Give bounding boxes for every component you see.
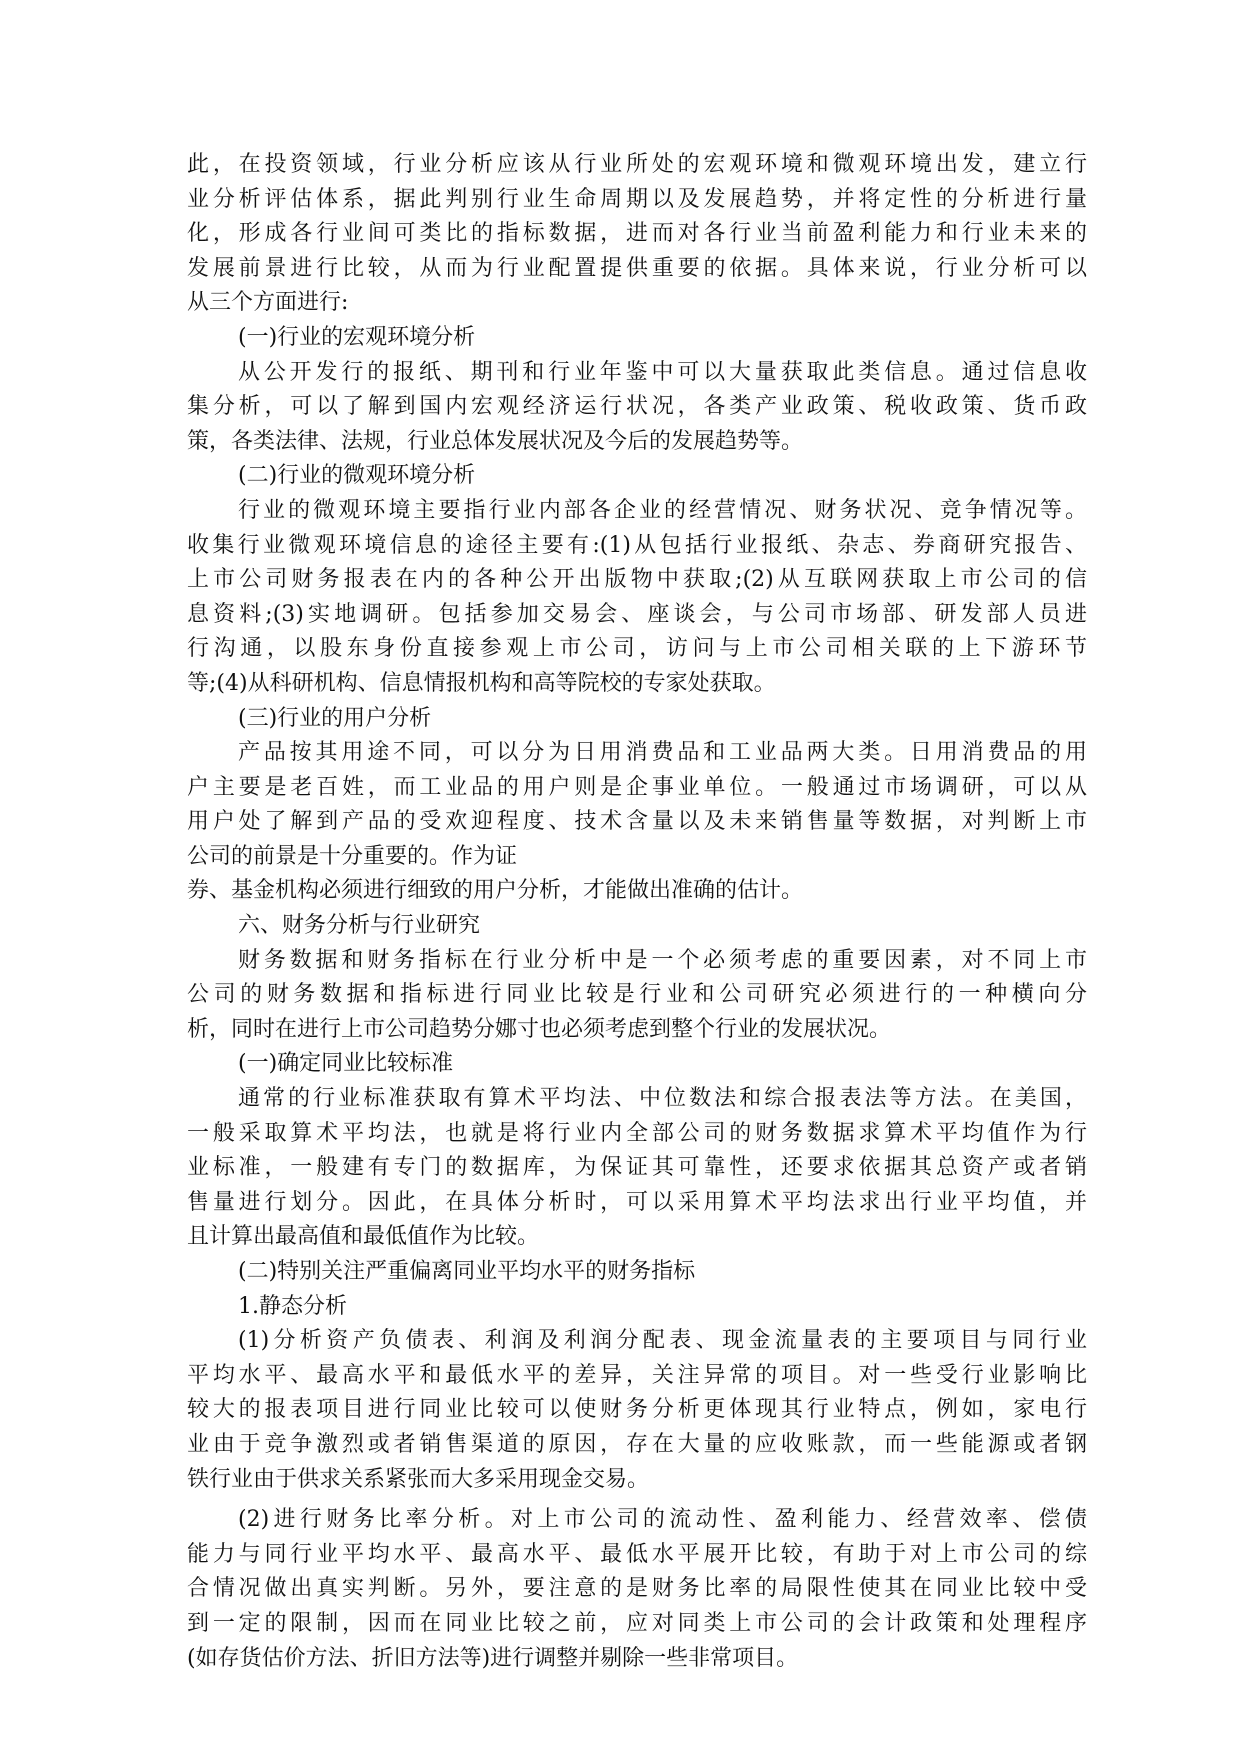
text-line: 策，各类法律、法规，行业总体发展状况及今后的发展趋势等。: [187, 428, 804, 454]
text-line: 等;(4)从科研机构、信息情报机构和高等院校的专家处获取。: [187, 670, 776, 696]
section-heading: (二)行业的微观环境分析: [238, 463, 476, 489]
text-line: 能力与同行业平均水平、最高水平、最低水平展开比较，有助于对上市公司的综: [187, 1541, 1087, 1567]
text-line: 化，形成各行业间可类比的指标数据，进而对各行业当前盈利能力和行业未来的: [187, 221, 1087, 247]
text-line: 行业的微观环境主要指行业内部各企业的经营情况、财务状况、竞争情况等。: [238, 497, 1087, 523]
section-heading: (二)特别关注严重偏离同业平均水平的财务指标: [238, 1259, 696, 1284]
text-line: 用户处了解到产品的受欢迎程度、技术含量以及未来销售量等数据，对判断上市: [187, 809, 1087, 835]
text-line: 上市公司财务报表在内的各种公开出版物中获取;(2)从互联网获取上市公司的信: [187, 567, 1087, 593]
text-line: 业标准，一般建有专门的数据库，为保证其可靠性，还要求依据其总资产或者销: [187, 1155, 1087, 1181]
text-line: 铁行业由于供求关系紧张而大多采用现金交易。: [187, 1466, 650, 1492]
text-line: 合情况做出真实判断。另外，要注意的是财务比率的局限性使其在同业比较中受: [187, 1576, 1087, 1602]
text-line: 较大的报表项目进行同业比较可以使财务分析更体现其行业特点，例如，家电行: [187, 1397, 1087, 1423]
text-line: 业由于竞争激烈或者销售渠道的原因，存在大量的应收账款，而一些能源或者钢: [187, 1431, 1087, 1457]
text-line: 且计算出最高值和最低值作为比较。: [187, 1224, 540, 1250]
text-line: 从公开发行的报纸、期刊和行业年鉴中可以大量获取此类信息。通过信息收: [238, 359, 1087, 385]
section-heading: 1.静态分析: [238, 1293, 347, 1319]
text-line: 平均水平、最高水平和最低水平的差异，关注异常的项目。对一些受行业影响比: [187, 1362, 1087, 1388]
text-line: 公司的前景是十分重要的。作为证: [187, 843, 518, 869]
section-heading: (三)行业的用户分析: [238, 705, 432, 731]
text-line: 发展前景进行比较，从而为行业配置提供重要的依据。具体来说，行业分析可以: [187, 255, 1087, 281]
text-line: 财务数据和财务指标在行业分析中是一个必须考虑的重要因素，对不同上市: [238, 947, 1087, 973]
text-line: 集分析，可以了解到国内宏观经济运行状况，各类产业政策、税收政策、货币政: [187, 394, 1087, 420]
text-line: 到一定的限制，因而在同业比较之前，应对同类上市公司的会计政策和处理程序: [187, 1610, 1087, 1636]
section-heading: 六、财务分析与行业研究: [238, 913, 481, 939]
text-line: 此，在投资领域，行业分析应该从行业所处的宏观环境和微观环境出发，建立行: [187, 152, 1087, 177]
text-line: 业分析评估体系，据此判别行业生命周期以及发展趋势，并将定性的分析进行量: [187, 186, 1087, 212]
section-heading: (一)行业的宏观环境分析: [238, 324, 476, 350]
text-line: (2)进行财务比率分析。对上市公司的流动性、盈利能力、经营效率、偿债: [238, 1507, 1087, 1533]
text-line: 售量进行划分。因此，在具体分析时，可以采用算术平均法求出行业平均值，并: [187, 1189, 1087, 1215]
text-line: 从三个方面进行:: [187, 290, 349, 316]
text-line: (1)分析资产负债表、利润及利润分配表、现金流量表的主要项目与同行业: [238, 1328, 1087, 1354]
text-line: 行沟通，以股东身份直接参观上市公司，访问与上市公司相关联的上下游环节: [187, 636, 1087, 662]
text-line: 息资料;(3)实地调研。包括参加交易会、座谈会，与公司市场部、研发部人员进: [187, 601, 1087, 627]
text-line: 析，同时在进行上市公司趋势分娜寸也必须考虑到整个行业的发展状况。: [187, 1016, 892, 1042]
document-body: [187, 148, 1087, 1676]
text-line: 产品按其用途不同，可以分为日用消费品和工业品两大类。日用消费品的用: [238, 740, 1087, 766]
text-line: (如存货估价方法、折旧方法等)进行调整并剔除一些非常项目。: [187, 1645, 799, 1671]
text-line: 户主要是老百姓，而工业品的用户则是企事业单位。一般通过市场调研，可以从: [187, 774, 1087, 800]
section-heading: (一)确定同业比较标准: [238, 1051, 454, 1077]
text-line: 通常的行业标准获取有算术平均法、中位数法和综合报表法等方法。在美国，: [238, 1086, 1087, 1112]
text-line: 收集行业微观环境信息的途径主要有:(1)从包括行业报纸、杂志、券商研究报告、: [187, 532, 1087, 558]
text-line: 券、基金机构必须进行细致的用户分析，才能做出准确的估计。: [187, 878, 804, 904]
text-line: 公司的财务数据和指标进行同业比较是行业和公司研究必须进行的一种横向分: [187, 982, 1087, 1008]
text-line: 一般采取算术平均法，也就是将行业内全部公司的财务数据求算术平均值作为行: [187, 1120, 1087, 1146]
